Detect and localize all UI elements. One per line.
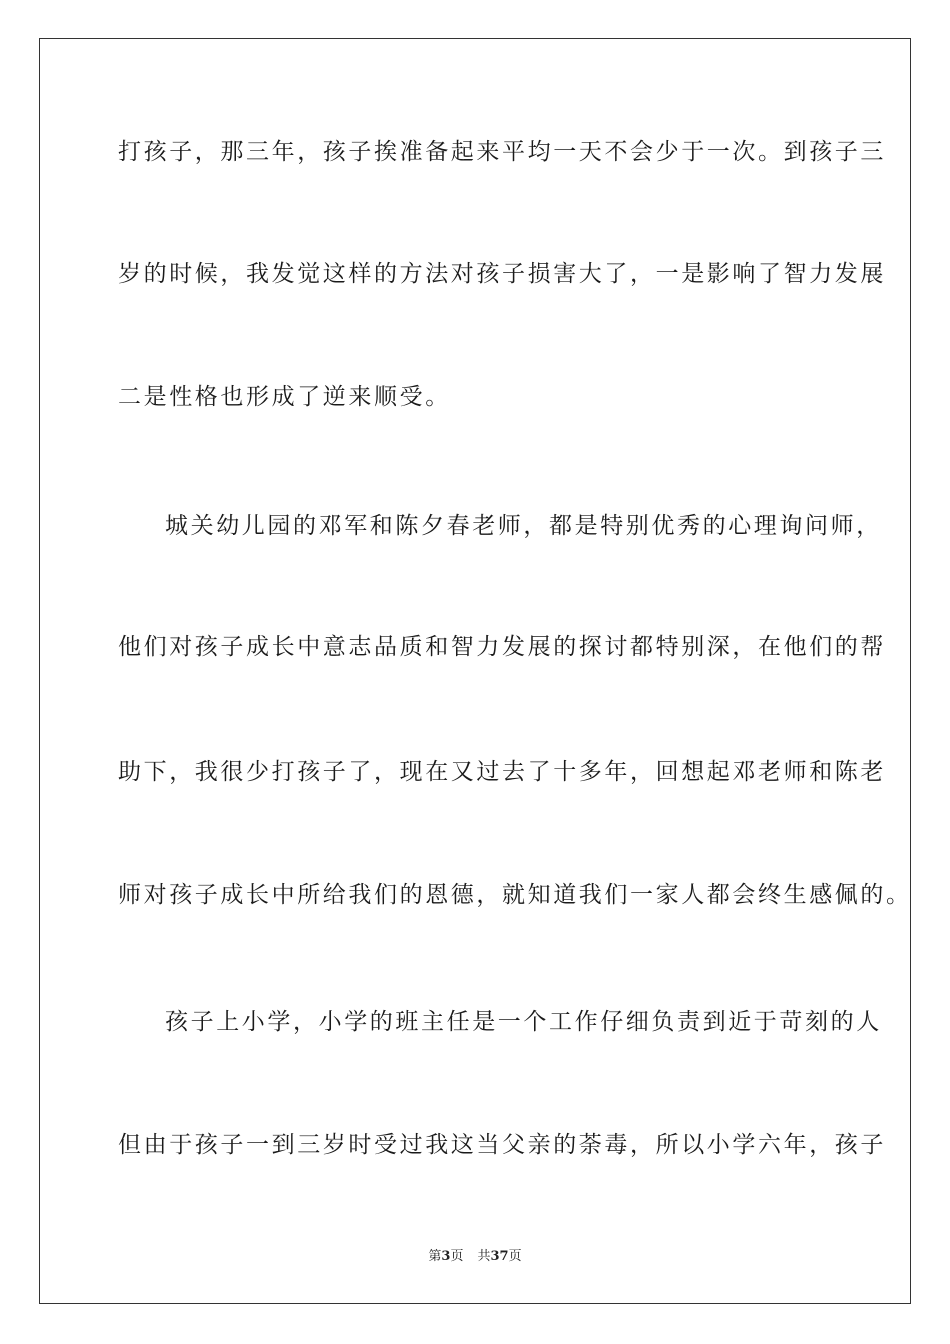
text-line-5: 他们对孩子成长中意志品质和智力发展的探讨都特别深，在他们的帮 bbox=[118, 634, 886, 660]
total-pages: 37 bbox=[490, 1249, 509, 1264]
page-border bbox=[39, 38, 911, 1304]
page-footer bbox=[0, 1249, 950, 1265]
page-number: 3 bbox=[441, 1249, 451, 1264]
text-line-9: 但由于孩子一到三岁时受过我这当父亲的荼毒，所以小学六年，孩子 bbox=[118, 1132, 886, 1158]
total-label-prefix: 共 bbox=[477, 1249, 491, 1264]
text-line-7: 师对孩子成长中所给我们的恩德，就知道我们一家人都会终生感佩的。 bbox=[118, 882, 912, 908]
text-line-2: 岁的时候，我发觉这样的方法对孩子损害大了，一是影响了智力发展 bbox=[118, 261, 886, 287]
text-line-6: 助下，我很少打孩子了，现在又过去了十多年，回想起邓老师和陈老 bbox=[118, 759, 886, 785]
text-line-4: 城关幼儿园的邓军和陈夕春老师，都是特别优秀的心理询问师， bbox=[165, 513, 882, 539]
text-line-8: 孩子上小学，小学的班主任是一个工作仔细负责到近于苛刻的人 bbox=[165, 1009, 882, 1035]
page-label-prefix: 第 bbox=[428, 1249, 442, 1264]
page-label-suffix: 页 bbox=[450, 1249, 464, 1264]
text-line-3: 二是性格也形成了逆来顺受。 bbox=[118, 384, 451, 410]
text-line-1: 打孩子，那三年，孩子挨准备起来平均一天不会少于一次。到孩子三 bbox=[118, 139, 886, 165]
total-label-suffix: 页 bbox=[508, 1249, 522, 1264]
